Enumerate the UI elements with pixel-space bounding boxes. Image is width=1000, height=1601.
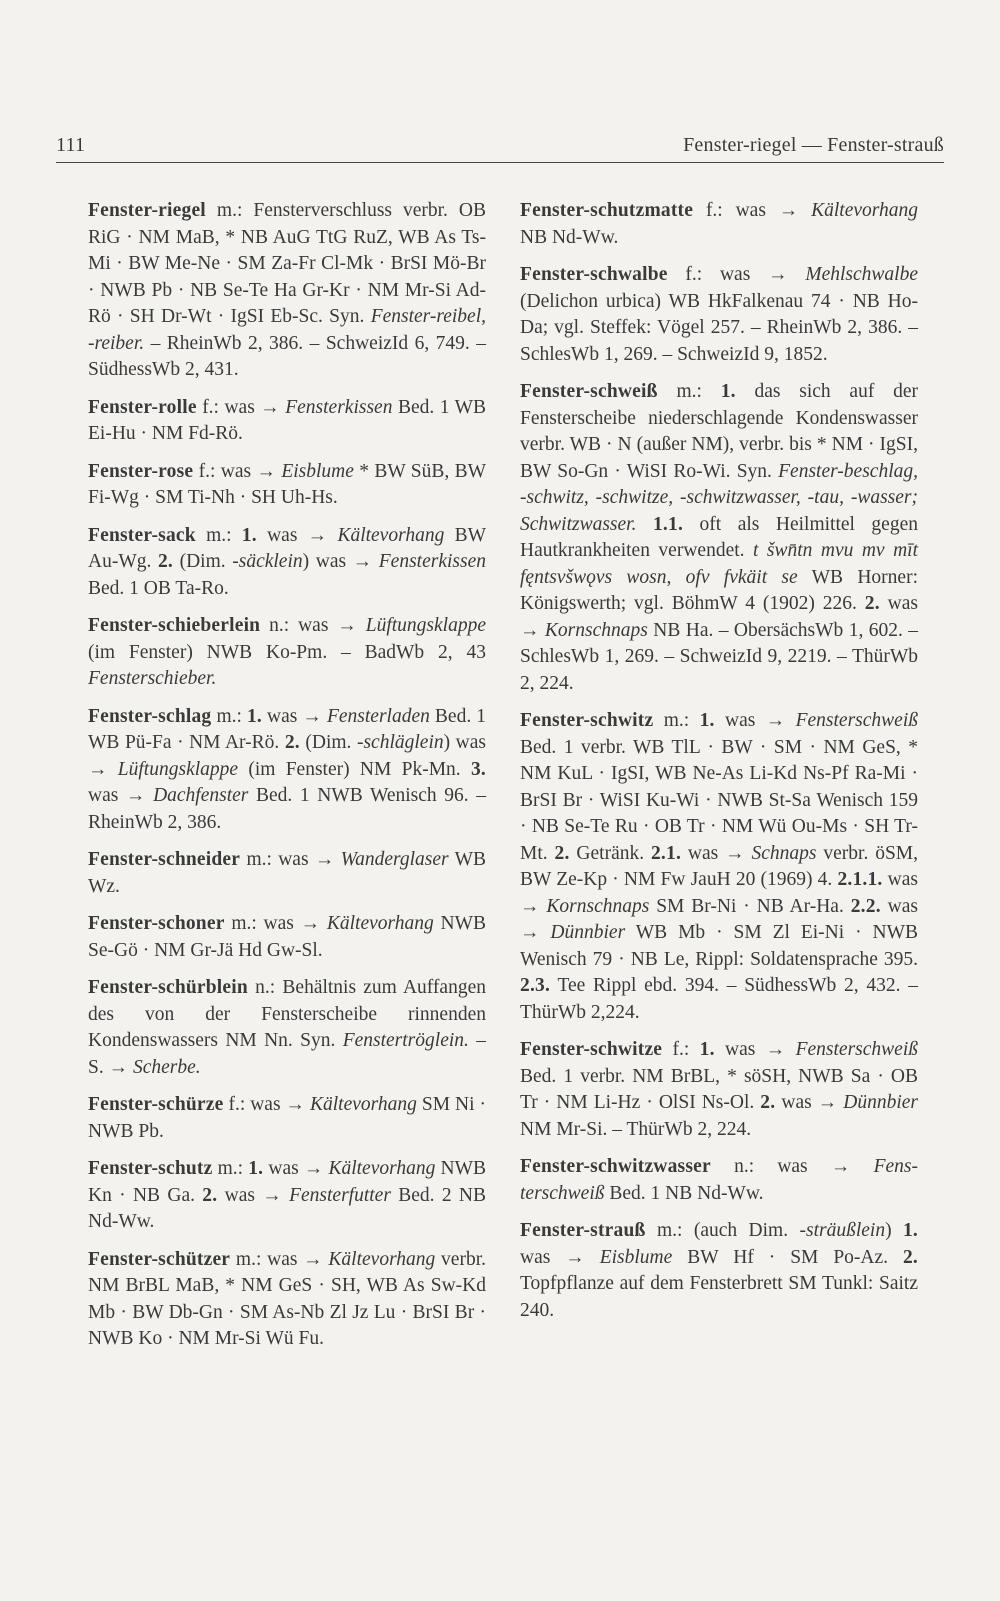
entry-sense-number: 1. xyxy=(246,705,262,727)
entry-italic-text: Dünnbier xyxy=(550,922,626,943)
entry-text: m.: xyxy=(657,381,721,402)
entry-text: m.: xyxy=(211,705,247,727)
entry-headword: Fenster-schlag xyxy=(88,705,212,727)
entry-sense-number: 1. xyxy=(241,524,257,546)
entry-text: was → xyxy=(775,1092,844,1113)
dictionary-entry xyxy=(520,379,918,697)
entry-text: was → xyxy=(681,842,752,864)
entry-sense-number: 2.3. xyxy=(520,975,551,996)
entry-text: (im Fenster) NM Pk-Mn. xyxy=(238,758,471,780)
entry-text: verbr. öSM, BW Ze-Kp · NM Fw JauH 20 (1969) 4. xyxy=(520,842,918,890)
dictionary-entry xyxy=(520,708,918,1026)
entry-italic-text: Kältevorhang xyxy=(328,1158,436,1179)
entry-text: was → xyxy=(256,524,338,546)
dictionary-entry xyxy=(520,198,918,251)
entry-text: BW Hf · SM Po-Az. xyxy=(672,1246,903,1268)
entry-text: ) was → xyxy=(88,732,486,780)
entry-headword: Fenster-schieberlein xyxy=(88,615,261,636)
entry-text: was → xyxy=(217,1184,290,1206)
dictionary-entry xyxy=(88,198,486,384)
entry-text: WB Wz. xyxy=(88,849,486,897)
entry-text: NB Ha. – ObersächsWb 1, 602. – SchlesWb 1, 269. – SchweizId 9, 2219. – ThürWb 2, 224. xyxy=(520,619,918,694)
entry-text: was → xyxy=(520,1246,600,1268)
entry-text: was → xyxy=(520,593,918,641)
entry-italic-text: Fensterladen xyxy=(326,705,430,727)
entry-text: m.: was → xyxy=(224,913,327,934)
entry-sense-number: 2.2. xyxy=(850,895,881,917)
dictionary-entry xyxy=(88,847,486,900)
dictionary-entry xyxy=(88,975,486,1081)
entry-italic-text: Fensterkissen xyxy=(378,551,486,572)
entry-text: f.: was → xyxy=(693,200,812,221)
entry-italic-text: Dünnbier xyxy=(843,1092,918,1113)
entry-italic-text: Kältevorhang xyxy=(310,1094,417,1115)
running-title: Fenster-riegel — Fenster-strauß xyxy=(683,134,944,156)
entry-text: – RheinWb 2, 386. – SchweizId 6, 749. – SüdhessWb 2, 431. xyxy=(88,332,486,380)
dictionary-entry xyxy=(88,459,486,512)
entry-text: f.: xyxy=(662,1039,700,1060)
entry-text: (Delichon urbica) WB HkFalkenau 74 · NB Ho-Da; vgl. Steffek: Vögel 257. – RheinWb 2, 386. – SchlesWb 1, 269. – SchweizId 9, 1852. xyxy=(520,290,918,365)
entry-text: SM Ni · NWB Pb. xyxy=(88,1094,486,1142)
left-column xyxy=(88,198,486,1364)
entry-italic-text: -sträußlein xyxy=(799,1220,886,1241)
entry-text: was → xyxy=(520,869,919,917)
entry-text: n.: was → xyxy=(710,1156,874,1177)
entry-headword: Fenster-rolle xyxy=(88,396,197,418)
entry-italic-text: Schnaps xyxy=(751,842,817,864)
page-number: 111 xyxy=(56,134,86,156)
entry-text: das sich auf der Fensterscheibe niederschlagende Kondenswasser verbr. WB · N (außer NM), verbr. bis * NM · IgSI, BW So-Gn · WiSI Ro-Wi. Syn. xyxy=(520,381,919,482)
dictionary-entry xyxy=(88,395,486,448)
entry-sense-number: 1.1. xyxy=(652,513,684,535)
entry-sense-number: 1. xyxy=(248,1158,264,1179)
entry-headword: Fenster-schneider xyxy=(88,849,241,870)
entry-text: Bed. 1 NWB Wenisch 96. – RheinWb 2, 386. xyxy=(88,785,487,833)
entry-italic-text: Kältevorhang xyxy=(328,1248,436,1270)
entry-italic-text: Lüftungsklappe xyxy=(365,615,486,636)
entry-sense-number: 1. xyxy=(699,1039,715,1060)
entry-italic-text: Fensterschweiß xyxy=(795,710,918,731)
entry-sense-number: 2. xyxy=(284,732,300,753)
entry-headword: Fenster-schwitzwasser xyxy=(520,1156,711,1177)
entry-text: Bed. 1 NB Nd-Ww. xyxy=(604,1182,764,1204)
entry-italic-text: Eisblume xyxy=(599,1246,673,1268)
entry-text: (Dim. xyxy=(299,732,357,753)
right-column xyxy=(520,198,918,1335)
entry-italic-text: Fensterschweiß xyxy=(795,1039,918,1060)
entry-text: NM Mr-Si. – ThürWb 2, 224. xyxy=(520,1118,752,1140)
dictionary-entry xyxy=(520,1154,918,1207)
entry-text: oft als Heilmittel gegen Hautkrankheiten verwendet. xyxy=(520,513,918,561)
entry-text: was → xyxy=(263,1158,329,1179)
dictionary-entry xyxy=(520,262,918,368)
entry-headword: Fenster-schwitz xyxy=(520,710,654,731)
entry-text: (Dim. xyxy=(173,551,233,572)
entry-text: ) was → xyxy=(302,551,379,572)
entry-headword: Fenster-schutzmatte xyxy=(520,200,694,221)
entry-text: m.: (auch Dim. xyxy=(645,1220,800,1241)
entry-text: m.: xyxy=(195,524,242,546)
entry-text: * BW SüB, BW Fi-Wg · SM Ti-Nh · SH Uh-Hs. xyxy=(88,460,486,508)
entry-italic-text: Fensterschieber. xyxy=(88,668,217,689)
dictionary-entry xyxy=(88,704,486,837)
entry-text: was → xyxy=(520,895,919,943)
entry-text: f.: was → xyxy=(223,1094,310,1115)
dictionary-entry xyxy=(88,1156,486,1236)
entry-text: BW Au-Wg. xyxy=(88,524,486,572)
entry-italic-text: Fenster-reibel, -reiber. xyxy=(88,306,486,354)
entry-text: n.: was → xyxy=(260,615,366,636)
entry-italic-text: Fensterschweiß xyxy=(520,1156,918,1204)
entry-headword: Fenster-schützer xyxy=(88,1248,231,1270)
dictionary-entry xyxy=(520,1037,918,1143)
entry-text xyxy=(636,514,653,535)
entry-text: – S. → xyxy=(88,1030,486,1078)
dictionary-entry xyxy=(520,1218,918,1324)
entry-text: Bed. 1 OB Ta-Ro. xyxy=(88,577,229,599)
entry-italic-text: Eisblume xyxy=(281,460,354,482)
entry-text: f.: was → xyxy=(667,264,806,285)
entry-text: NWB Kn · NB Ga. xyxy=(88,1158,486,1206)
entry-text: Topfpflanze auf dem Fensterbrett SM Tunkl: Saitz 240. xyxy=(520,1273,918,1321)
dictionary-entry xyxy=(88,523,486,603)
page-header xyxy=(56,134,944,157)
entry-headword: Fenster-schoner xyxy=(88,913,225,934)
entry-italic-text: Kornschnaps xyxy=(546,895,650,917)
entry-sense-number: 1. xyxy=(720,381,736,402)
entry-italic-text: Fensterkissen xyxy=(285,396,393,418)
entry-text: m.: xyxy=(212,1158,249,1179)
entry-text: Getränk. xyxy=(569,842,651,864)
entry-italic-text: Fenster-beschlag, -schwitz, -schwitze, -schwitzwasser, -tau, -wasser; Schwitzwasser. xyxy=(520,460,918,535)
entry-text: m.: Fensterverschluss verbr. OB RiG · NM MaB, * NB AuG TtG RuZ, WB As Ts-Mi · BW Me-Ne · SM Za-Fr Cl-Mk · BrSI Mö-Br · NWB Pb · NB Se-Te Ha Gr-Kr · NM Mr-Si Ad-Rö · SH Dr-Wt · IgSI Eb-Sc. Syn. xyxy=(88,200,486,327)
entry-headword: Fenster-schürze xyxy=(88,1094,224,1115)
entry-italic-text: t šwn̄tn mvu mv mīt fęntsvšwǫvs wosn, ofv fvkäit se xyxy=(520,540,918,588)
entry-text: Bed. 1 WB Pü-Fa · NM Ar-Rö. xyxy=(88,705,486,753)
entry-text: was → xyxy=(714,1039,796,1060)
entry-text: NWB Se-Gö · NM Gr-Jä Hd Gw-Sl. xyxy=(88,913,486,961)
entry-text: m.: was → xyxy=(230,1248,329,1270)
entry-sense-number: 2. xyxy=(554,842,570,864)
entry-headword: Fenster-sack xyxy=(88,524,196,546)
entry-text: m.: was → xyxy=(240,849,341,870)
entry-headword: Fenster-rose xyxy=(88,460,194,482)
entry-sense-number: 2. xyxy=(864,593,880,614)
entry-italic-text: Dachfenster xyxy=(153,785,249,806)
entry-sense-number: 1. xyxy=(902,1220,919,1241)
entry-text: f.: was → xyxy=(196,396,286,418)
entry-headword: Fenster-strauß xyxy=(520,1220,646,1241)
entry-text: Bed. 2 NB Nd-Ww. xyxy=(88,1184,487,1232)
entry-text: WB Horner: Königswerth; vgl. BöhmW 4 (1902) 226. xyxy=(520,566,918,614)
entry-italic-text: Kältevorhang xyxy=(811,200,918,221)
entry-headword: Fenster-schwitze xyxy=(520,1039,663,1060)
entry-text: verbr. NM BrBL MaB, * NM GeS · SH, WB As Sw-Kd Mb · BW Db-Gn · SM As-Nb Zl Jz Lu · BrSI Br · NWB Ko · NM Mr-Si Wü Fu. xyxy=(88,1248,486,1349)
entry-text: Bed. 1 verbr. NM BrBL, * söSH, NWB Sa · OB Tr · NM Li-Hz · OlSI Ns-Ol. xyxy=(520,1065,918,1113)
entry-text: SM Br-Ni · NB Ar-Ha. xyxy=(649,895,851,917)
entry-italic-text: Fensterfutter xyxy=(289,1184,391,1206)
entry-sense-number: 2. xyxy=(202,1184,218,1206)
entry-text: was → xyxy=(261,705,327,727)
entry-italic-text: Scherbe. xyxy=(132,1056,201,1078)
entry-italic-text: Lüftungsklappe xyxy=(117,758,239,780)
entry-italic-text: Kornschnaps xyxy=(544,619,648,641)
entry-italic-text: Kältevorhang xyxy=(337,524,445,546)
entry-italic-text: Kältevorhang xyxy=(326,913,434,934)
entry-text: f.: was → xyxy=(193,460,282,482)
dictionary-entry xyxy=(88,911,486,964)
entry-italic-text: Mehlschwalbe xyxy=(805,264,918,285)
entry-text: Bed. 1 verbr. WB TlL · BW · SM · NM GeS, * NM KuL · IgSI, WB Ne-As Li-Kd Ns-Pf Ra-Mi · BrSI Br · WiSI Ku-Wi · NWB St-Sa Wenisch 159 · NB Se-Te Ru · OB Tr · NM Wü Ou-Ms · SH Tr-Mt. xyxy=(520,736,918,864)
entry-text: NB Nd-Ww. xyxy=(520,226,619,248)
entry-sense-number: 1. xyxy=(699,710,715,731)
entry-text: was → xyxy=(714,710,796,731)
entry-sense-number: 2. xyxy=(760,1092,776,1113)
entry-headword: Fenster-schwalbe xyxy=(520,264,668,285)
entry-sense-number: 3. xyxy=(470,758,487,780)
entry-headword: Fenster-schweiß xyxy=(520,381,658,402)
dictionary-entry xyxy=(88,1092,486,1145)
dictionary-entry xyxy=(88,1247,486,1353)
header-rule xyxy=(56,162,944,163)
entry-text: Tee Rippl ebd. 394. – SüdhessWb 2, 432. – ThürWb 2,224. xyxy=(520,975,918,1023)
entry-text: Bed. 1 WB Ei-Hu · NM Fd-Rö. xyxy=(88,396,486,444)
entry-headword: Fenster-riegel xyxy=(88,200,206,221)
dictionary-entry xyxy=(88,613,486,693)
entry-text: n.: Behältnis zum Auffangen des von der Fensterscheibe rinnenden Kondenswassers NM Nn. Syn. xyxy=(88,977,486,1051)
entry-italic-text: Fenstertröglein. xyxy=(342,1030,469,1051)
entry-text: WB Mb · SM Zl Ei-Ni · NWB Wenisch 79 · NB Le, Rippl: Soldatensprache 395. xyxy=(520,922,918,970)
entry-headword: Fenster-schutz xyxy=(88,1158,213,1179)
entry-headword: Fenster-schürblein xyxy=(88,977,248,998)
entry-italic-text: -schläglein xyxy=(356,732,444,753)
entry-sense-number: 2.1.1. xyxy=(837,869,883,890)
entry-text: m.: xyxy=(653,710,700,731)
entry-italic-text: Wanderglaser xyxy=(340,849,449,870)
entry-text: (im Fenster) NWB Ko-Pm. – BadWb 2, 43 xyxy=(88,641,486,663)
entry-text: was → xyxy=(88,785,154,806)
entry-text: ) xyxy=(885,1220,903,1241)
entry-italic-text: -säcklein xyxy=(232,551,303,572)
entry-sense-number: 2.1. xyxy=(650,842,682,864)
entry-sense-number: 2. xyxy=(157,551,173,572)
entry-sense-number: 2. xyxy=(902,1246,919,1268)
